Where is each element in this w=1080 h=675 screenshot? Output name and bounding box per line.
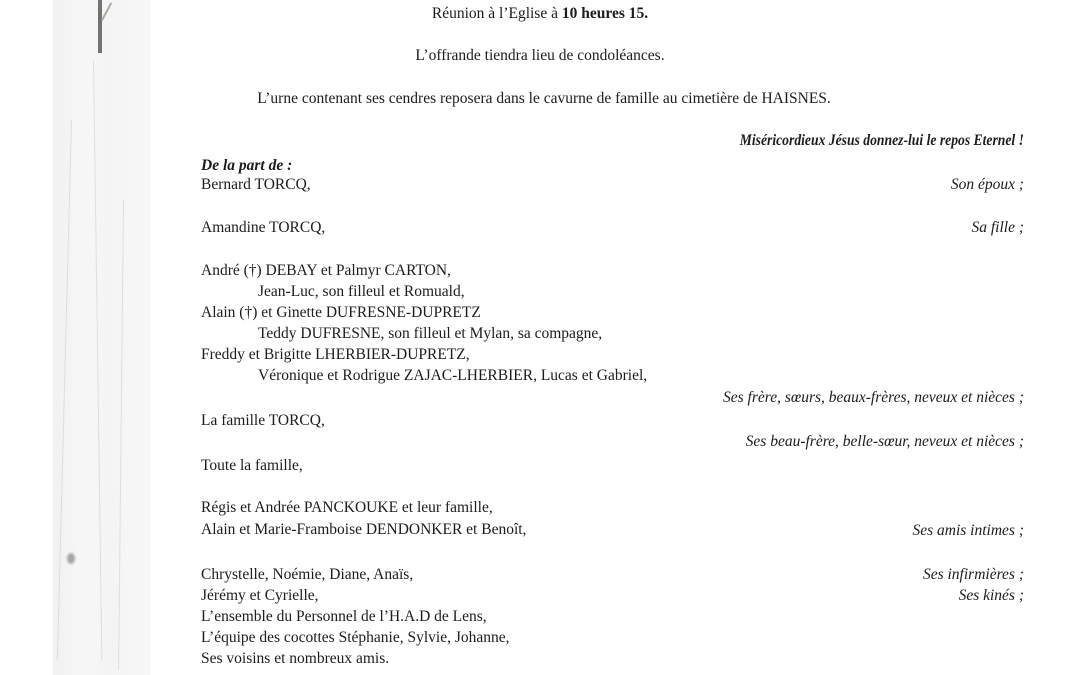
physios-names: Jérémy et Cyrielle,: [201, 587, 319, 604]
friends-relation: Ses amis intimes ;: [912, 522, 1024, 539]
sibling-subline: Véronique et Rodrigue ZAJAC-LHERBIER, Lucas et Gabriel,: [258, 367, 648, 384]
nurses-names: Chrystelle, Noémie, Diane, Anaïs,: [201, 566, 414, 583]
prayer-line: Miséricordieux Jésus donnez-lui le repos Eternel !: [739, 132, 1024, 149]
meeting-line: [0, 5, 1080, 23]
urn-note: L’urne contenant ses cendres reposera dans le cavurne de famille au cimetière de HAISNES.: [257, 90, 831, 107]
nurses-relation: Ses infirmières ;: [922, 566, 1024, 583]
siblings-relation: Ses frère, sœurs, beaux-frères, neveux et nièces ;: [722, 389, 1024, 406]
torcq-family-name: La famille TORCQ,: [201, 412, 325, 429]
offering-note: L’offrande tiendra lieu de condoléances.: [415, 47, 665, 64]
torcq-family-relation: Ses beau-frère, belle-sœur, neveux et nièces ;: [745, 433, 1024, 450]
daughter-relation: Sa fille ;: [971, 219, 1024, 236]
from-label: De la part de :: [201, 157, 293, 174]
friend-line: Régis et Andrée PANCKOUKE et leur famille,: [201, 499, 493, 516]
sibling-line: Freddy et Brigitte LHERBIER-DUPRETZ,: [201, 346, 470, 363]
sibling-line: André (†) DEBAY et Palmyr CARTON,: [201, 262, 451, 279]
paper-blot-mark: [67, 553, 75, 564]
daughter-name: Amandine TORCQ,: [201, 219, 326, 236]
neighbours-line: Ses voisins et nombreux amis.: [201, 650, 390, 667]
spouse-name: Bernard TORCQ,: [201, 176, 311, 193]
meeting-time: 10 heures 15.: [561, 5, 649, 22]
physios-relation: Ses kinés ;: [958, 587, 1024, 604]
sibling-subline: Jean-Luc, son filleul et Romuald,: [258, 283, 465, 300]
meeting-prefix: Réunion à l’Eglise à: [431, 5, 562, 22]
sibling-subline: Teddy DUFRESNE, son filleul et Mylan, sa compagne,: [258, 325, 603, 342]
whole-family: Toute la famille,: [201, 457, 303, 474]
friend-line: Alain et Marie-Framboise DENDONKER et Benoît,: [201, 521, 527, 538]
staff-line: L’ensemble du Personnel de l’H.A.D de Lens,: [201, 608, 487, 625]
team-line: L’équipe des cocottes Stéphanie, Sylvie, Johanne,: [201, 629, 510, 646]
spouse-relation: Son époux ;: [950, 176, 1024, 193]
sibling-line: Alain (†) et Ginette DUFRESNE-DUPRETZ: [201, 304, 481, 321]
